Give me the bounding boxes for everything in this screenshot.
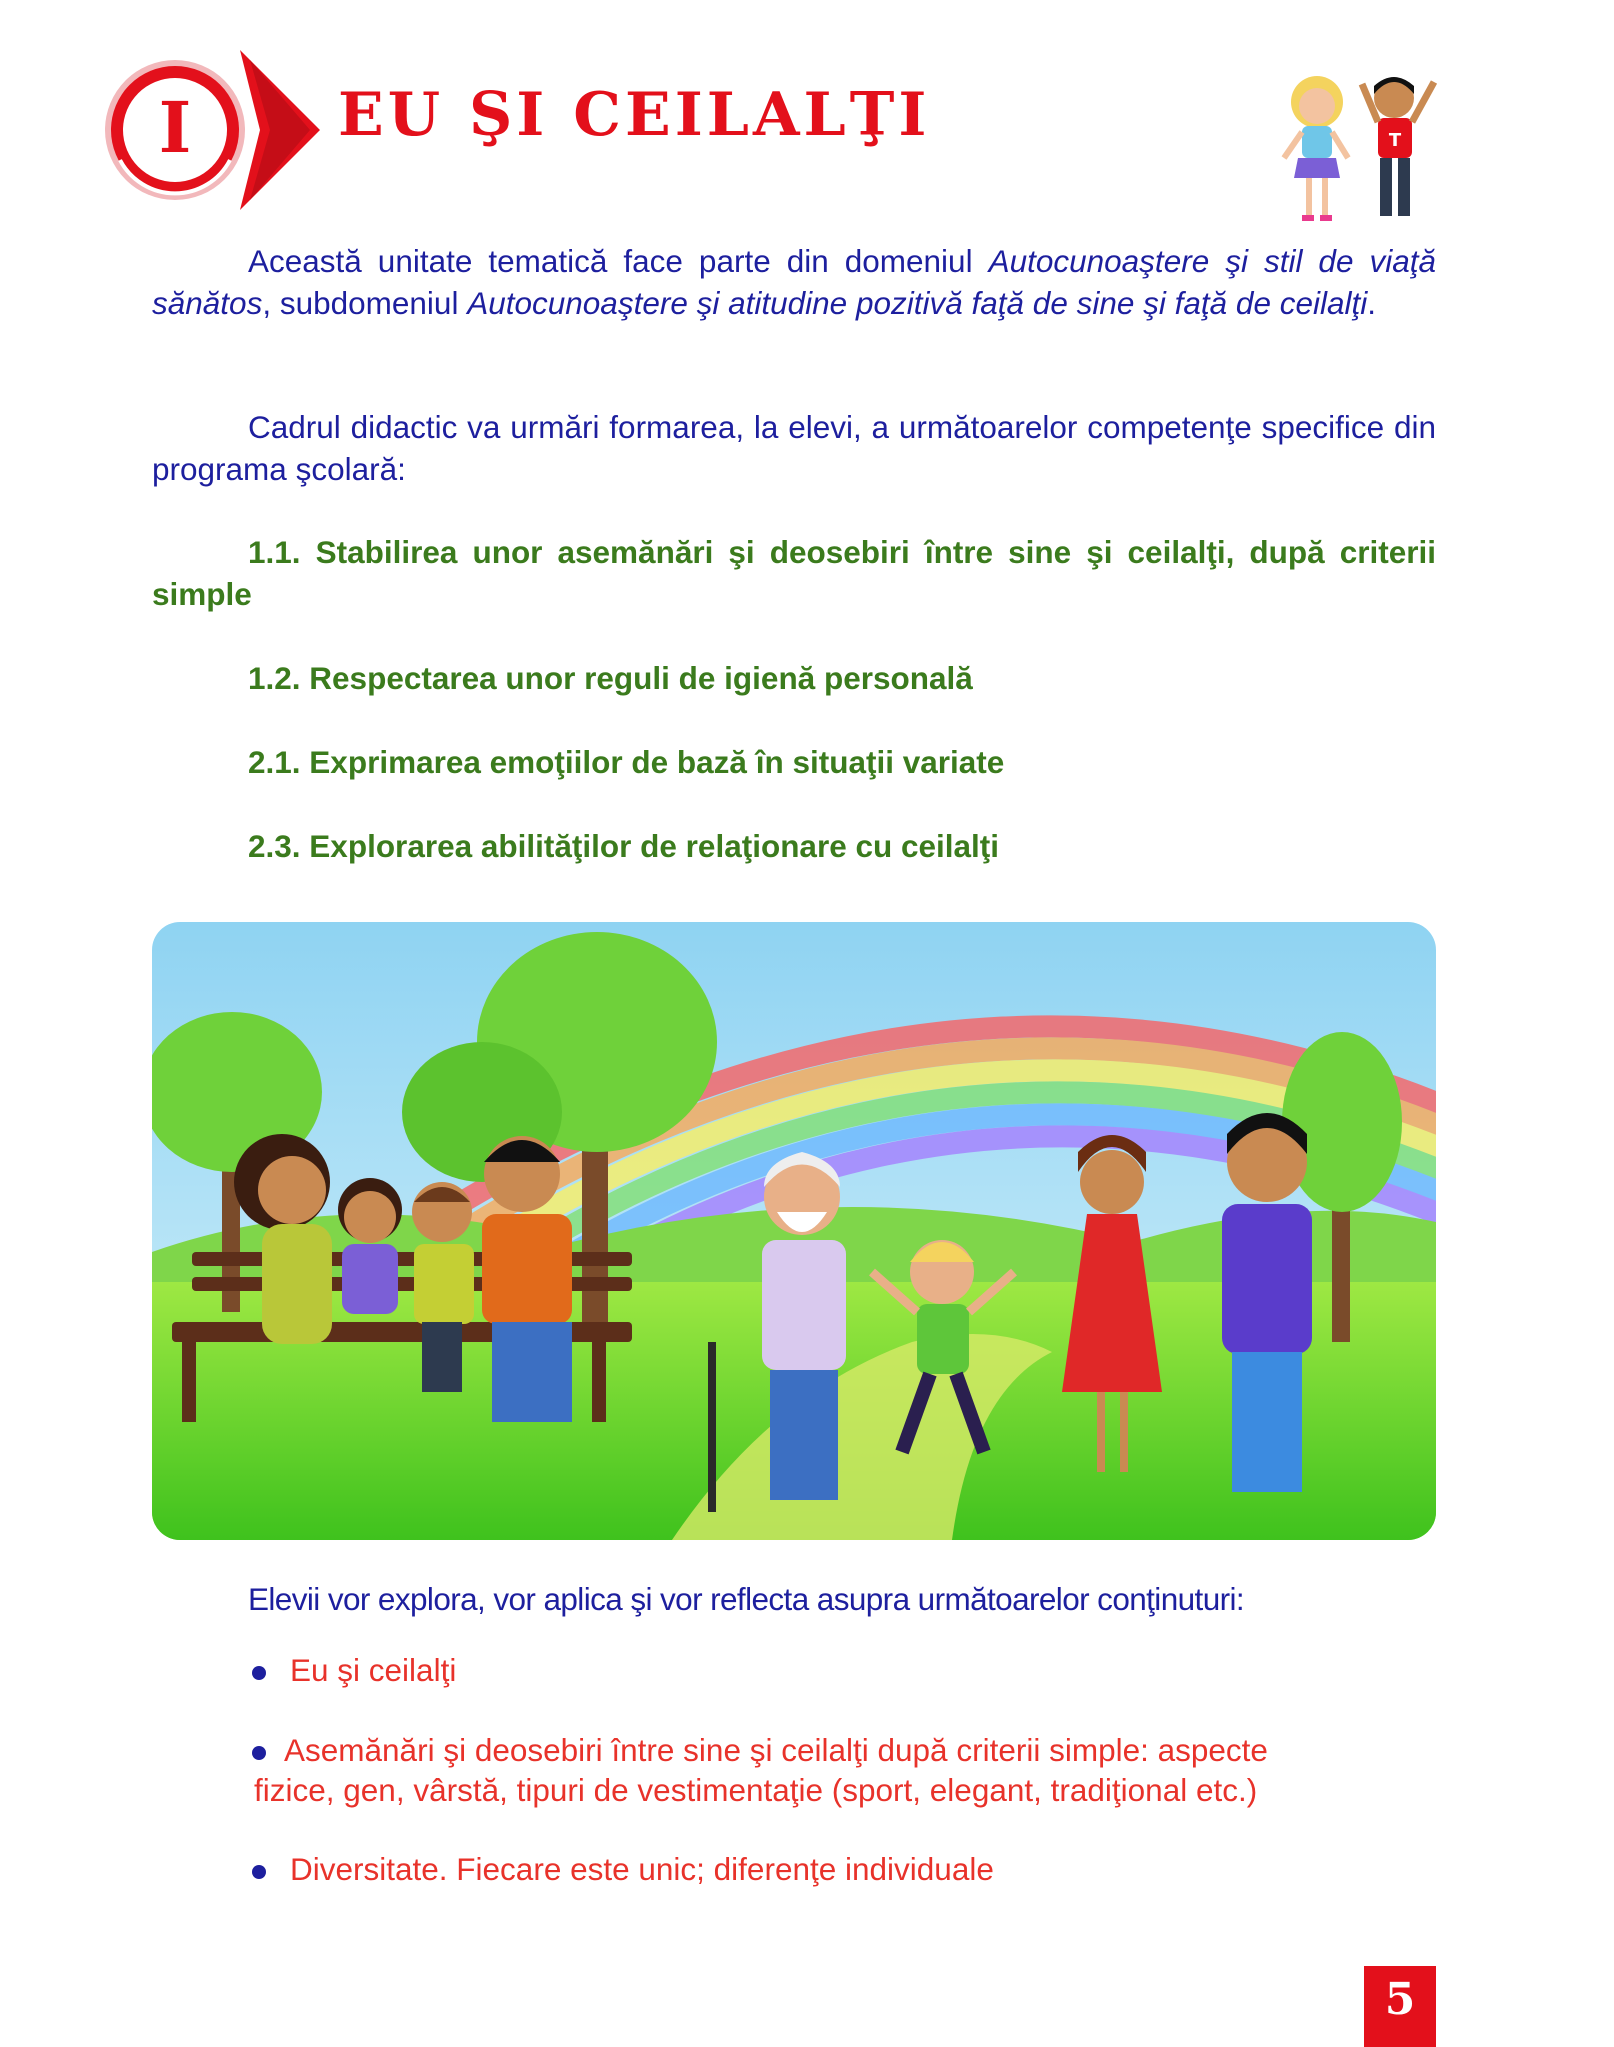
page-number-badge bbox=[1364, 1966, 1436, 2047]
bullet-icon bbox=[252, 1746, 266, 1760]
unit-numeral: I bbox=[158, 86, 192, 169]
contents-intro: Elevii vor explora, vor aplica şi vor reflecta asupra următoarelor conţinuturi: bbox=[248, 1581, 1245, 1617]
list-item-text: Eu şi ceilalţi bbox=[290, 1652, 457, 1688]
bullet-icon bbox=[252, 1666, 266, 1680]
competences-intro: Cadrul didactic va urmări formarea, la elevi, a următoarelor competenţe specifice din programa şcolară: bbox=[152, 409, 1436, 487]
unit-title: EU ŞI CEILALŢI bbox=[338, 80, 931, 150]
list-item-text-continued: fizice, gen, vârstă, tipuri de vestimentaţie (sport, elegant, tradiţional etc.) bbox=[254, 1772, 1258, 1808]
competence-1-2: 1.2. Respectarea unor reguli de igienă personală bbox=[248, 660, 973, 696]
bullet-icon bbox=[252, 1865, 266, 1879]
list-item bbox=[250, 1650, 1440, 1690]
competence-1-1: 1.1. Stabilirea unor asemănări şi deosebiri între sine şi ceilalţi, după criterii simple bbox=[152, 534, 1436, 612]
park-family-illustration bbox=[152, 922, 1436, 1540]
competence-2-1: 2.1. Exprimarea emoţiilor de bază în situaţii variate bbox=[248, 744, 1005, 780]
intro-paragraph: Această unitate tematică face parte din domeniul Autocunoaştere şi stil de viaţă sănătos, subdomeniul Autocunoaştere şi atitudine pozitivă faţă de sine şi faţă de ceilalţi. bbox=[152, 243, 1436, 321]
list-item-text: Asemănări şi deosebiri între sine şi ceilalţi după criterii simple: aspecte bbox=[284, 1732, 1268, 1768]
svg-text:T: T bbox=[1388, 130, 1402, 151]
kids-icon bbox=[1262, 60, 1462, 230]
competence-2-3: 2.3. Explorarea abilităţilor de relaţionare cu ceilalţi bbox=[248, 828, 1000, 864]
list-item bbox=[250, 1849, 1440, 1889]
page-number: 5 bbox=[1384, 1974, 1416, 2025]
list-item bbox=[250, 1730, 1440, 1810]
list-item-text: Diversitate. Fiecare este unic; diferenţe individuale bbox=[290, 1851, 994, 1887]
